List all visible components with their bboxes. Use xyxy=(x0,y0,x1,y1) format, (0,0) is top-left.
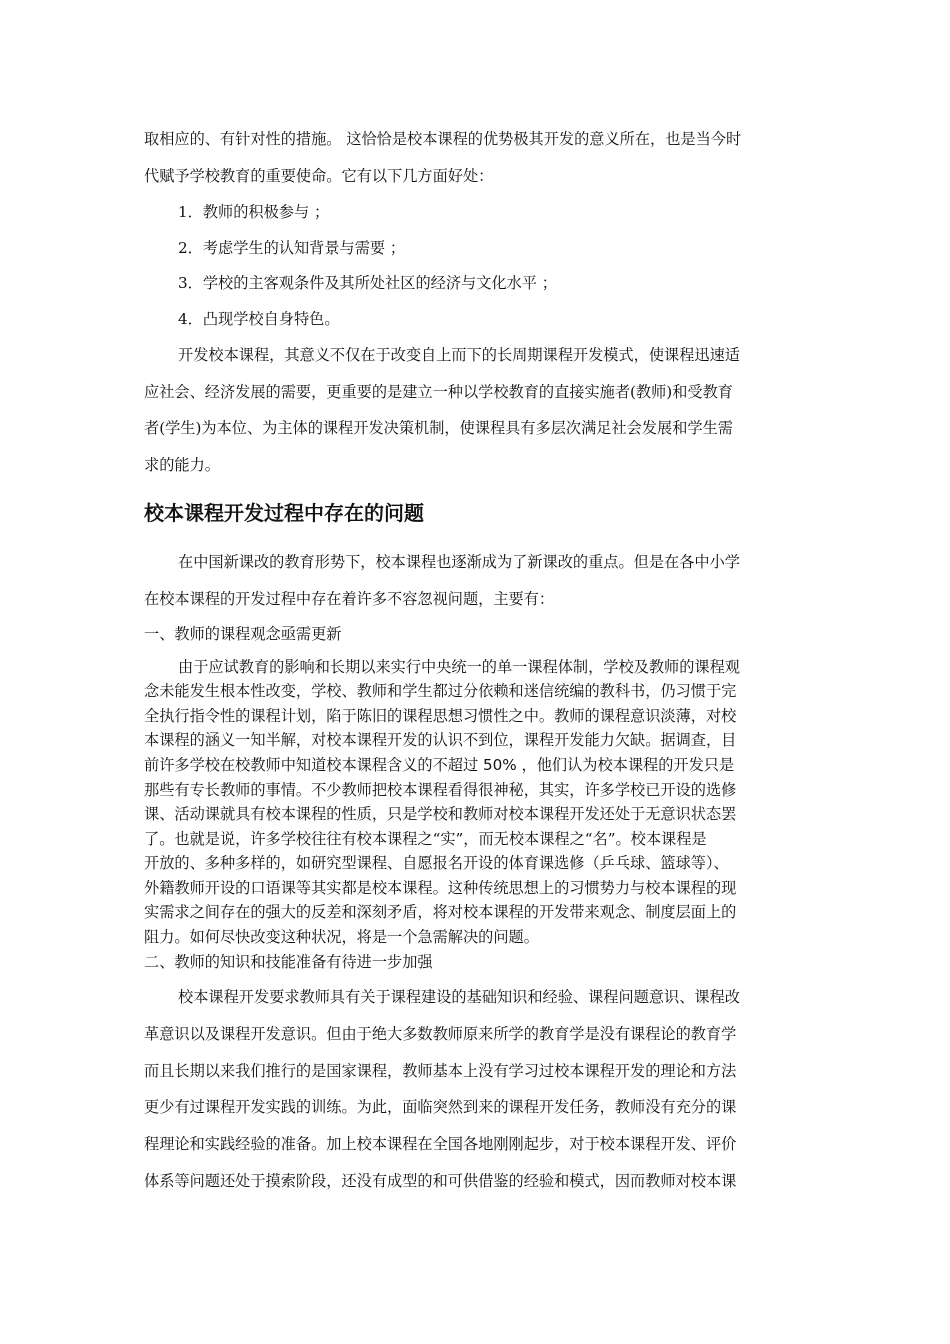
problem1-line: 实需求之间存在的强大的反差和深刻矛盾，将对校本课程的开发带来观念、制度层面上的 xyxy=(144,903,737,921)
problem1-line: 开放的、多种多样的，如研究型课程、自愿报名开设的体育课选修（乒乓球、篮球等）、 xyxy=(144,854,729,872)
benefit-item: 1．教师的积极参与 ； xyxy=(178,203,330,221)
problem1-line: 课、活动课就具有校本课程的性质，只是学校和教师对校本课程开发还处于无意识状态罢 xyxy=(144,805,737,823)
problem1-line: 由于应试教育的影响和长期以来实行中央统一的单一课程体制，学校及教师的课程观 xyxy=(178,658,740,676)
section-heading: 校本课程开发过程中存在的问题 xyxy=(144,501,424,525)
problem2-line: 而且长期以来我们推行的是国家课程，教师基本上没有学习过校本课程开发的理论和方法 xyxy=(144,1062,737,1080)
problem1-line: 那些有专长教师的事情。不少教师把校本课程看得很神秘，其实，许多学校已开设的选修 xyxy=(144,781,737,799)
problem2-line: 更少有过课程开发实践的训练。为此，面临突然到来的课程开发任务，教师没有充分的课 xyxy=(144,1098,737,1116)
significance-line: 开发校本课程，其意义不仅在于改变自上而下的长周期课程开发模式，使课程迅速适 xyxy=(178,346,740,364)
problem2-line: 体系等问题还处于摸索阶段，还没有成型的和可供借鉴的经验和模式，因而教师对校本课 xyxy=(144,1172,737,1190)
percent-value: 50% xyxy=(482,756,517,774)
problem2-line: 程理论和实践经验的准备。加上校本课程在全国各地刚刚起步，对于校本课程开发、评价 xyxy=(144,1135,737,1153)
problem1-line xyxy=(144,754,734,775)
problem1-line: 了。也就是说，许多学校往往有校本课程之“实”，而无校本课程之“名”。校本课程是 xyxy=(144,830,707,848)
problem1-line-text: ，他们认为校本课程的开发只是 xyxy=(516,756,735,774)
benefit-item: 3．学校的主客观条件及其所处社区的经济与文化水平 ； xyxy=(178,274,557,292)
intro-line: 代赋予学校教育的重要使命。它有以下几方面好处： xyxy=(144,167,494,185)
problems-intro-line: 在中国新课改的教育形势下，校本课程也逐渐成为了新课改的重点。但是在各中小学 xyxy=(178,553,740,571)
problems-intro-line: 在校本课程的开发过程中存在着许多不容忽视问题，主要有： xyxy=(144,590,555,608)
significance-line: 者(学生)为本位、为主体的课程开发决策机制，使课程具有多层次满足社会发展和学生需 xyxy=(144,419,733,437)
problem2-title: 二、教师的知识和技能准备有待进一步加强 xyxy=(144,953,433,971)
problem2-line: 革意识以及课程开发意识。但由于绝大多数教师原来所学的教育学是没有课程论的教育学 xyxy=(144,1025,737,1043)
problem2-line: 校本课程开发要求教师具有关于课程建设的基础知识和经验、课程问题意识、课程改 xyxy=(178,988,740,1006)
intro-line: 取相应的、有针对性的措施。 这恰恰是校本课程的优势极其开发的意义所在，也是当今时 xyxy=(144,130,742,148)
significance-line: 应社会、经济发展的需要，更重要的是建立一种以学校教育的直接实施者(教师)和受教育 xyxy=(144,383,733,401)
problem1-line-text: 前许多学校在校教师中知道校本课程含义的不超过 xyxy=(144,756,483,774)
benefit-item: 2．考虑学生的认知背景与需要 ； xyxy=(178,239,406,257)
problem1-line: 阻力。如何尽快改变这种状况，将是一个急需解决的问题。 xyxy=(144,928,539,946)
problem1-line: 全执行指令性的课程计划，陷于陈旧的课程思想习惯性之中。教师的课程意识淡薄，对校 xyxy=(144,707,737,725)
problem1-line: 外籍教师开设的口语课等其实都是校本课程。这种传统思想上的习惯势力与校本课程的现 xyxy=(144,879,737,897)
problem1-title: 一、教师的课程观念亟需更新 xyxy=(144,625,342,643)
significance-line: 求的能力。 xyxy=(144,456,220,474)
problem1-line: 念未能发生根本性改变，学校、教师和学生都过分依赖和迷信统编的教科书，仍习惯于完 xyxy=(144,682,737,700)
benefit-item: 4．凸现学校自身特色。 xyxy=(178,310,340,328)
problem1-line: 本课程的涵义一知半解，对校本课程开发的认识不到位，课程开发能力欠缺。据调查，目 xyxy=(144,731,737,749)
